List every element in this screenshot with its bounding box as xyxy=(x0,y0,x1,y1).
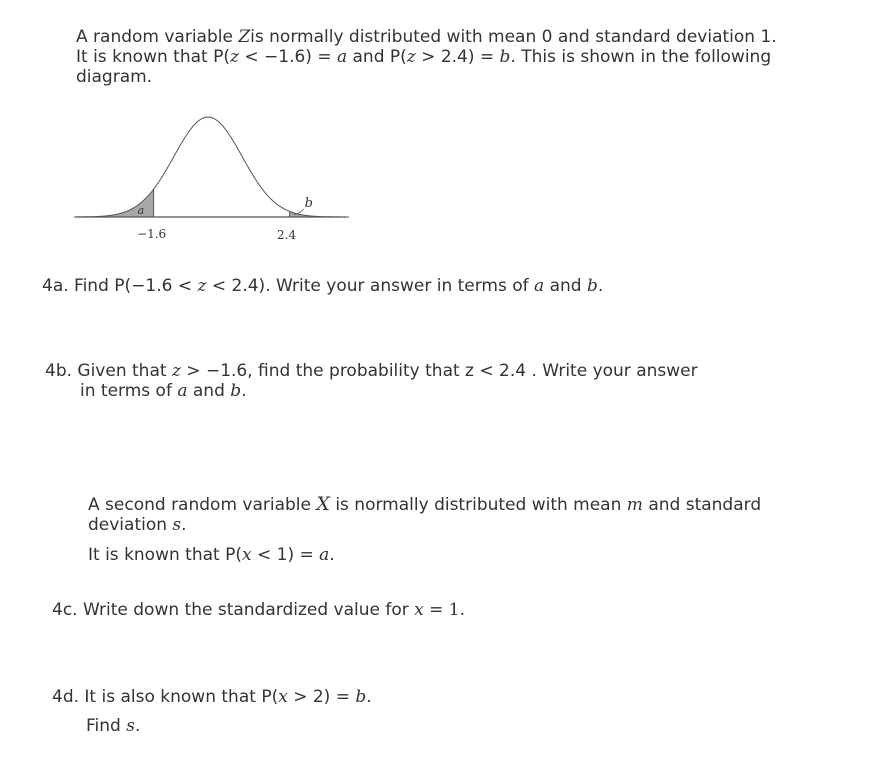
text: and xyxy=(187,381,231,401)
text: . xyxy=(181,515,187,535)
intro-line-3: diagram. xyxy=(76,67,153,87)
text: and xyxy=(544,276,587,296)
text: . This is shown in the following xyxy=(510,47,772,67)
var-a: a xyxy=(336,47,348,67)
text: 4a. Find P(−1.6 < xyxy=(42,276,198,296)
var-z: z xyxy=(229,47,239,67)
var-X: X xyxy=(316,493,330,515)
text: A random variable xyxy=(76,27,239,47)
var-b: b xyxy=(355,687,367,707)
text: 4c. Write down the standardized value for xyxy=(52,600,415,620)
var-Z: Z xyxy=(238,27,251,47)
question-4b-line-1 xyxy=(45,361,698,381)
text: 4b. Given that xyxy=(45,361,172,381)
question-4d-line-2 xyxy=(52,716,372,736)
text: . xyxy=(241,381,247,401)
var-s: s xyxy=(172,515,182,535)
text: > 2.4) = xyxy=(415,47,500,67)
text: = 1. xyxy=(423,600,466,620)
var-s: s xyxy=(126,716,135,736)
var-b: b xyxy=(586,276,598,296)
question-4d xyxy=(52,687,372,736)
text: . xyxy=(597,276,604,296)
text: and P( xyxy=(347,47,407,67)
var-x: x xyxy=(241,545,252,565)
question-4d-line-1 xyxy=(52,687,372,707)
text: Find xyxy=(86,716,127,736)
var-z: z xyxy=(406,47,416,67)
question-4a xyxy=(42,276,603,296)
second-variable-stem xyxy=(88,494,761,565)
var-b: b xyxy=(230,381,242,401)
var-a: a xyxy=(319,545,330,565)
stem2-line-1 xyxy=(88,494,761,515)
var-z: z xyxy=(171,361,181,381)
text: is normally distributed with mean xyxy=(329,495,627,515)
var-m: m xyxy=(626,495,643,515)
intro-line-2 xyxy=(76,47,777,67)
text: < 1) = xyxy=(251,545,320,565)
var-z: z xyxy=(197,276,207,296)
text: . xyxy=(366,687,372,707)
var-x: x xyxy=(278,687,288,707)
text: < 2.4). Write your answer in terms of xyxy=(206,276,535,296)
text: It is known that P( xyxy=(76,47,230,67)
intro-paragraph xyxy=(76,27,777,87)
text: 4d. It is also known that P( xyxy=(52,687,279,707)
text: It is known that P( xyxy=(88,545,242,565)
stem2-line-2 xyxy=(88,515,761,535)
tick-label-left: −1.6 xyxy=(137,227,167,241)
text: in terms of xyxy=(80,381,178,401)
var-b: b xyxy=(499,47,511,67)
text: and standard xyxy=(642,495,762,515)
tick-label-right: 2.4 xyxy=(277,228,297,242)
text: < −1.6) = xyxy=(238,47,337,67)
text: is normally distributed with mean 0 and standard deviation 1. xyxy=(250,27,777,47)
text: deviation xyxy=(88,515,173,535)
text: > −1.6, find the probability that z < 2.4 . Write your answer xyxy=(180,361,698,381)
var-a: a xyxy=(534,276,545,296)
question-4b xyxy=(45,361,698,401)
text: . xyxy=(134,716,141,736)
text: . xyxy=(329,545,335,565)
question-4b-line-2 xyxy=(45,381,698,401)
text: A second random variable xyxy=(88,495,317,515)
normal-distribution-diagram xyxy=(74,100,349,250)
intro-line-1 xyxy=(76,27,777,47)
stem2-line-3 xyxy=(88,545,761,565)
area-label-b: b xyxy=(304,196,313,211)
area-label-a: a xyxy=(137,204,145,217)
text: > 2) = xyxy=(287,687,356,707)
question-4c xyxy=(52,600,465,620)
var-x: x xyxy=(414,600,424,620)
var-a: a xyxy=(177,381,188,401)
